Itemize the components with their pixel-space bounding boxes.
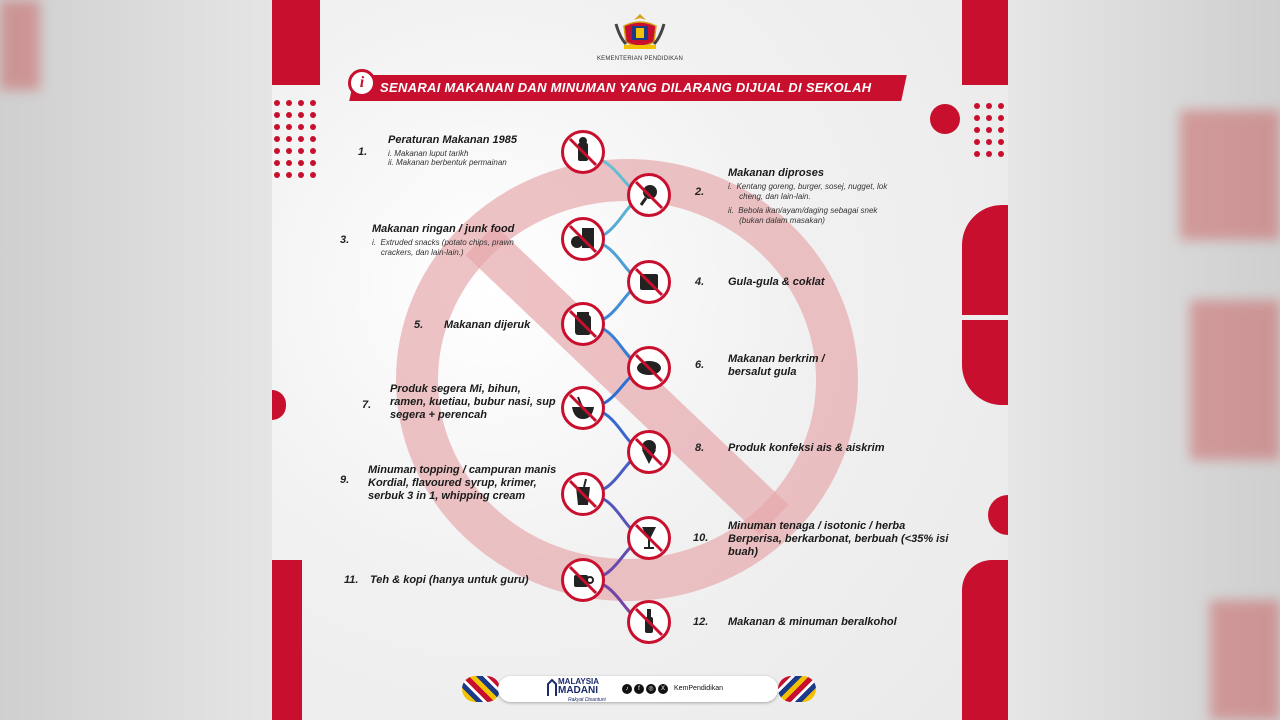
item-title: Produk konfeksi ais & aiskrim [728, 442, 885, 454]
item-title: Minuman tenaga / isotonic / herba Berperisa, berkarbonat, berbuah (<35% isi buah) [728, 520, 949, 558]
no-cream-food-icon [627, 346, 671, 390]
item-number: 6. [695, 359, 705, 371]
no-sweet-drink-icon [561, 472, 605, 516]
madani-tagline: Rakyat Disantuni [568, 697, 606, 703]
no-instant-noodle-icon [561, 386, 605, 430]
madani-line1: MALAYSIA [558, 677, 600, 686]
instagram-icon[interactable]: ◎ [646, 684, 656, 694]
footer-pattern [778, 676, 816, 702]
item-sub: i. Extruded snacks (potato chips, prawn [372, 238, 514, 247]
no-pickled-food-icon [561, 302, 605, 346]
item-number: 5. [414, 319, 424, 331]
ministry-name: KEMENTERIAN PENDIDIKAN [596, 56, 684, 62]
item-number: 2. [695, 186, 705, 198]
madani-logo-icon [546, 678, 558, 698]
item-title: Makanan & minuman beralkohol [728, 616, 897, 628]
item-title: Makanan berkrim / bersalut gula [728, 353, 825, 378]
item-number: 7. [362, 399, 372, 411]
item-sub: i. Makanan luput tarikh [388, 149, 469, 158]
no-alcohol-icon [627, 600, 671, 644]
item-sub: cheng, dan lain-lain. [728, 192, 811, 201]
item-number: 10. [693, 532, 709, 544]
item-number: 11. [344, 574, 359, 586]
item-sub: i. Kentang goreng, burger, sosej, nugget, lok [728, 182, 888, 191]
item-title: Produk segera Mi, bihun, ramen, kuetiau, bubur nasi, sup segera + perencah [390, 383, 556, 421]
no-energy-drink-icon [627, 516, 671, 560]
blur-decor [0, 0, 40, 90]
madani-brand [558, 678, 599, 696]
info-icon: i [348, 69, 376, 97]
no-junk-food-icon [561, 217, 605, 261]
page-title: SENARAI MAKANAN DAN MINUMAN YANG DILARANG DIJUAL DI SEKOLAH [380, 80, 872, 95]
no-toy-food-icon [561, 130, 605, 174]
social-handle[interactable]: KemPendidikan [674, 685, 724, 692]
item-title: Gula-gula & coklat [728, 276, 825, 288]
x-icon[interactable]: X [658, 684, 668, 694]
item-title: Teh & kopi (hanya untuk guru) [370, 574, 529, 586]
item-sub: ii. Makanan berbentuk permainan [388, 158, 507, 167]
no-coffee-icon [561, 558, 605, 602]
item-sub: crackers, dan lain-lain.) [372, 248, 464, 257]
item-number: 3. [340, 234, 350, 246]
footer-pattern [462, 676, 500, 702]
item-number: 12. [693, 616, 709, 628]
item-number: 4. [695, 276, 705, 288]
item-number: 9. [340, 474, 350, 486]
item-sub: ii. Bebola ikan/ayam/daging sebagai snek [728, 206, 878, 215]
item-title: Makanan ringan / junk food [372, 223, 515, 235]
blur-decor [1180, 110, 1280, 240]
item-sub: (bukan dalam masakan) [728, 216, 825, 225]
item-title: Minuman topping / campuran manis Kordial, flavoured syrup, krimer, serbuk 3 in 1, whipping cream [368, 464, 557, 502]
item-title: Peraturan Makanan 1985 [388, 134, 518, 146]
no-candy-icon [627, 260, 671, 304]
background-left [0, 0, 272, 720]
no-processed-food-icon [627, 173, 671, 217]
item-title: Makanan dijeruk [444, 319, 531, 331]
item-title: Makanan diproses [728, 167, 824, 179]
blur-decor [1210, 600, 1280, 720]
item-number: 1. [358, 146, 368, 158]
item-number: 8. [695, 442, 705, 454]
blur-decor [1190, 300, 1280, 460]
no-ice-cream-icon [627, 430, 671, 474]
social-icons [622, 684, 668, 694]
facebook-icon[interactable]: f [634, 684, 644, 694]
madani-line2: MADANI [558, 685, 598, 696]
tiktok-icon[interactable]: ♪ [622, 684, 632, 694]
poster [272, 0, 1008, 720]
